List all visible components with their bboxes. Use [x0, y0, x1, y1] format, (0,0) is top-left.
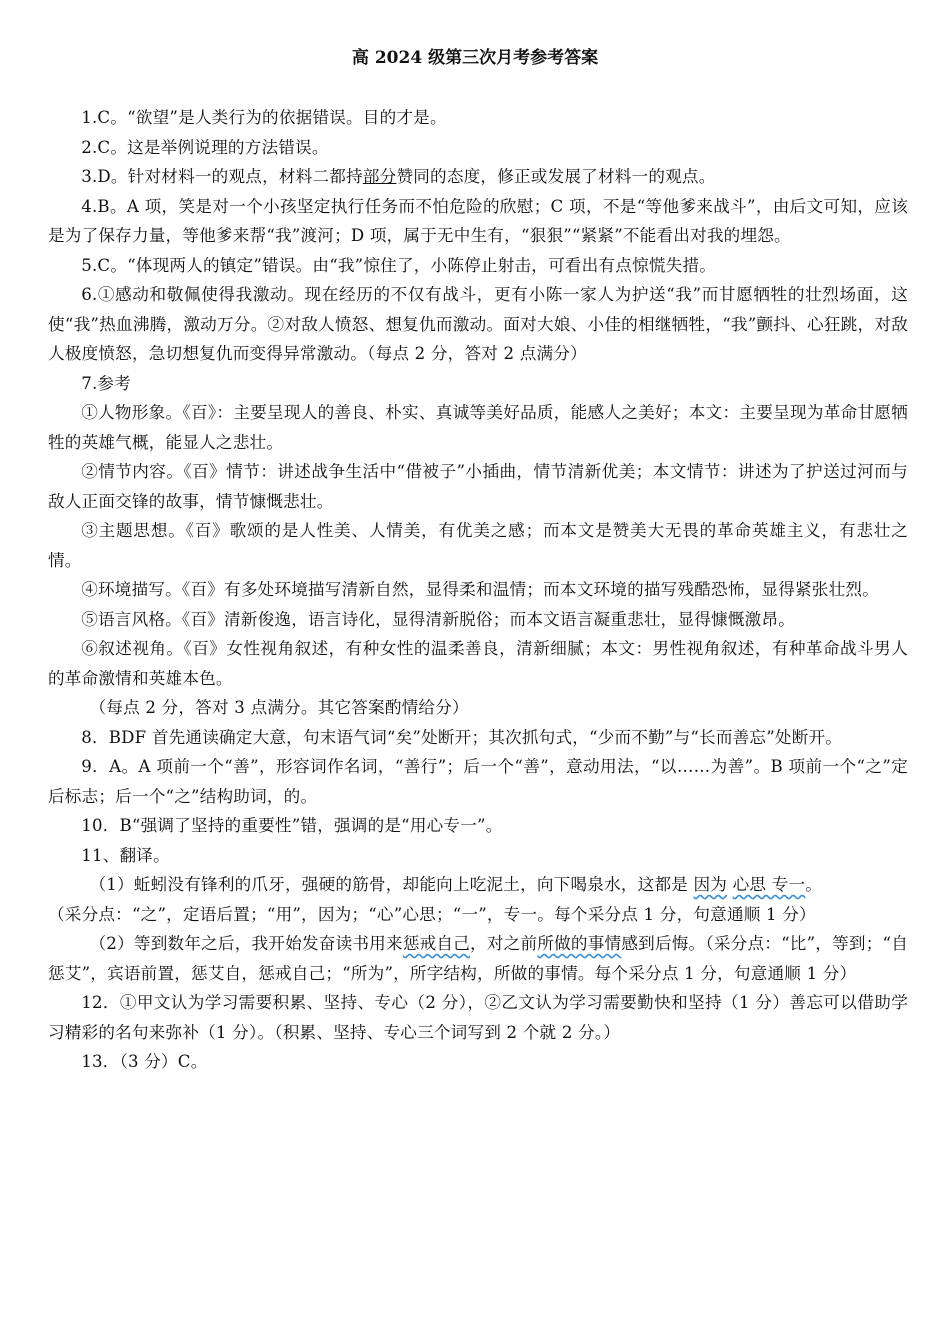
answer-7-point: ②情节内容。《百》情节：讲述战争生活中“借被子”小插曲，情节清新优美；本文情节：讲述为了护送过河而与敌人正面交锋的故事，情节慷慨悲壮。	[48, 462, 908, 511]
translation-1-keyword-focus: 心思 专一	[732, 875, 806, 894]
answer-7-point: ①人物形象。《百》：主要呈现人的善良、朴实、真诚等美好品质，能感人之美好；本文：主要呈现为革命甘愿牺牲的英雄气概，能显人之悲壮。	[48, 403, 908, 452]
answer-11-translation-1	[48, 870, 908, 900]
translation-2-text-post: 感到后悔。（采分点：“比”，等到；“自惩艾”，宾语前置，惩艾自，惩戒自己；“所为”，所字结构，所做的事情。每个采分点 1 分，句意通顺 1 分）	[48, 934, 909, 983]
answer-13: 13．（3 分）C。	[81, 1052, 208, 1071]
answer-7-point: ⑤语言风格。《百》清新俊逸，语言诗化，显得清新脱俗；而本文语言凝重悲壮，显得慷慨激昂。	[81, 609, 796, 629]
answer-7-point: ③主题思想。《百》歌颂的是人性美、人情美，有优美之感；而本文是赞美大无畏的革命英雄主义，有悲壮之情。	[48, 521, 908, 570]
translation-1-end: 。	[805, 875, 823, 894]
translation-2-keyword-deeds: 所做的事情	[537, 934, 622, 953]
translation-1-text: （1）蚯蚓没有锋利的爪牙，强硬的筋骨，却能向上吃泥土，向下喝泉水，这都是	[89, 875, 694, 894]
answer-3-underlined: 部分	[362, 167, 397, 186]
answer-10: 10．B“强调了坚持的重要性”错，强调的是“用心专一”。	[81, 816, 503, 835]
answer-7-note: （每点 2 分，答对 3 点满分。其它答案酌情给分）	[89, 698, 469, 717]
answer-3-text-post: 赞同的态度，修正或发展了材料一的观点。	[396, 167, 716, 186]
answer-7-point: ⑥叙述视角。《百》女性视角叙述，有种女性的温柔善良，清新细腻；本文：男性视角叙述，有种革命战斗男人的革命激情和英雄本色。	[48, 639, 908, 688]
answer-7-heading: 7.参考	[81, 373, 132, 393]
translation-2-keyword-punish: 惩戒自己	[402, 934, 471, 953]
answer-9: 9．A。A 项前一个“善”，形容词作名词，“善行”；后一个“善”，意动用法，“以……为善”。B 项前一个“之”定后标志；后一个“之”结构助词，的。	[48, 757, 908, 806]
answer-2: 2.C。这是举例说理的方法错误。	[81, 137, 329, 157]
answer-4: 4.B。A 项，笑是对一个小孩坚定执行任务而不怕危险的欣慰；C 项，不是“等他爹来战斗”，由后文可知，应该是为了保存力量，等他爹来帮“我”渡河；D 项，属于无中生有，“狠狠”“紧紧”不能看出对我的埋怨。	[48, 196, 908, 245]
answer-body	[48, 103, 908, 1077]
answer-3-text-pre: 3.D。针对材料一的观点，材料二都持	[81, 167, 363, 186]
answer-1: 1.C。“欲望”是人类行为的依据错误。目的才是。	[81, 108, 447, 127]
answer-5: 5.C。“体现两人的镇定”错误。由“我”惊住了，小陈停止射击，可看出有点惊慌失措。	[81, 255, 717, 275]
answer-3	[48, 162, 908, 192]
answer-11-scoring-1: （采分点：“之”，定语后置；“用”，因为；“心”心思；“一”，专一。每个采分点 1 分，句意通顺 1 分）	[48, 904, 816, 924]
translation-2-text-mid: ，对之前	[470, 934, 538, 953]
translation-2-text-pre: （2）等到数年之后，我开始发奋读书用来	[89, 934, 403, 953]
translation-1-keyword-because: 因为	[693, 875, 728, 894]
answer-11-heading: 11、翻译。	[81, 845, 170, 865]
answer-7-point: ④环境描写。《百》有多处环境描写清新自然，显得柔和温情；而本文环境的描写残酷恐怖，显得紧张壮烈。	[81, 580, 879, 599]
answer-8: 8．BDF 首先通读确定大意，句末语气词“矣”处断开；其次抓句式，“少而不勤”与“长而善忘”处断开。	[81, 727, 843, 747]
answer-6: 6.①感动和敬佩使得我激动。现在经历的不仅有战斗，更有小陈一家人为护送“我”而甘愿牺牲的壮烈场面，这使“我”热血沸腾，激动万分。②对敌人愤怒、想复仇而激动。面对大娘、小佳的相继牺牲，“我”颤抖、心狂跳，对敌人极度愤怒，急切想复仇而变得异常激动。（每点 2 分，答对 2 点满分）	[48, 285, 908, 363]
answer-12: 12．①甲文认为学习需要积累、坚持、专心（2 分），②乙文认为学习需要勤快和坚持（1 分）善忘可以借助学习精彩的名句来弥补（1 分）。（积累、坚持、专心三个词写到 2 个就 2 分。）	[48, 993, 908, 1042]
page-title: 高 2024 级第三次月考参考答案	[351, 48, 599, 68]
answer-11-translation-2	[48, 929, 908, 988]
